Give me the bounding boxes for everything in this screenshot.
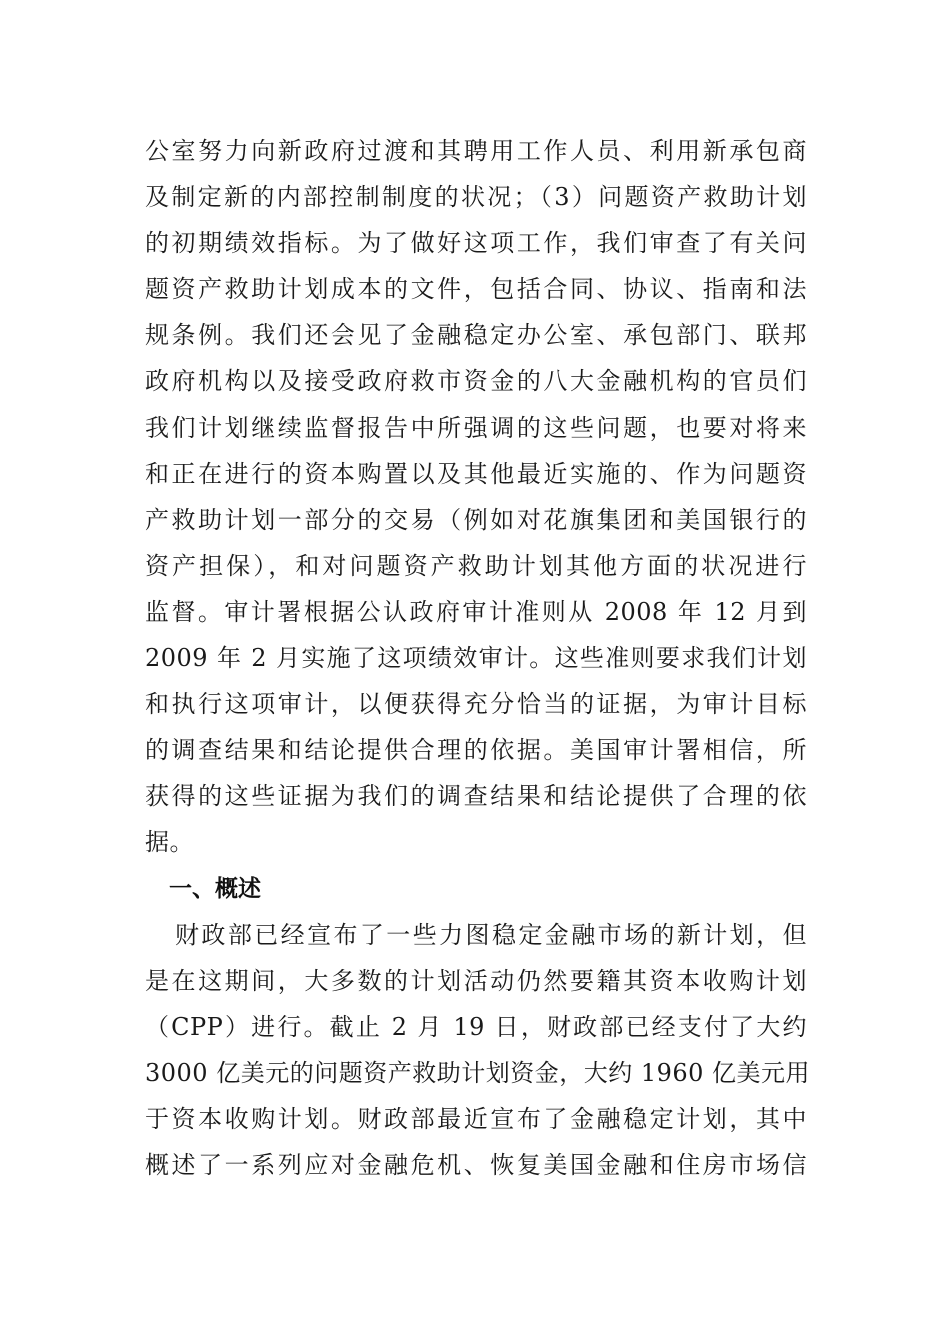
text-line: 题资产救助计划成本的文件，包括合同、协议、指南和法 [145, 275, 807, 304]
text-line: 公室努力向新政府过渡和其聘用工作人员、利用新承包商 [145, 137, 807, 165]
section-heading: 一、概述 [169, 875, 261, 902]
text-line: 于资本收购计划。财政部最近宣布了金融稳定计划，其中 [145, 1104, 807, 1133]
text-line: 财政部已经宣布了一些力图稳定金融市场的新计划，但 [175, 920, 807, 949]
text-line: 监督。审计署根据公认政府审计准则从 2008 年 12 月到 [145, 597, 807, 626]
text-line: 产救助计划一部分的交易（例如对花旗集团和美国银行的 [145, 505, 807, 534]
text-line: 政府机构以及接受政府救市资金的八大金融机构的官员们 [145, 367, 807, 396]
text-line: 资产担保），和对问题资产救助计划其他方面的状况进行 [145, 551, 807, 580]
paragraph-1 [145, 128, 807, 866]
text-line: 2009 年 2 月实施了这项绩效审计。这些准则要求我们计划 [145, 644, 807, 673]
text-line: （CPP）进行。截止 2 月 19 日，财政部已经支付了大约 [145, 1012, 807, 1041]
text-line: 获得的这些证据为我们的调查结果和结论提供了合理的依 [145, 782, 807, 811]
text-line: 的调查结果和结论提供合理的依据。美国审计署相信，所 [145, 736, 807, 765]
text-line: 是在这期间，大多数的计划活动仍然要籍其资本收购计划 [145, 966, 807, 995]
text-line: 的初期绩效指标。为了做好这项工作，我们审查了有关问 [145, 229, 807, 258]
text-line: 规条例。我们还会见了金融稳定办公室、承包部门、联邦 [145, 321, 807, 350]
text-line: 和执行这项审计，以便获得充分恰当的证据，为审计目标 [145, 690, 807, 719]
text-line: 据。 [145, 828, 194, 857]
paragraph-2 [145, 912, 811, 1189]
text-line: 3000 亿美元的问题资产救助计划资金，大约 1960 亿美元用 [145, 1058, 811, 1087]
text-line: 及制定新的内部控制制度的状况；（3）问题资产救助计划 [145, 183, 807, 212]
document-body [145, 128, 811, 1188]
text-line: 和正在进行的资本购置以及其他最近实施的、作为问题资 [145, 459, 807, 488]
text-line: 我们计划继续监督报告中所强调的这些问题，也要对将来 [145, 413, 807, 442]
text-line: 概述了一系列应对金融危机、恢复美国金融和住房市场信 [145, 1151, 807, 1180]
